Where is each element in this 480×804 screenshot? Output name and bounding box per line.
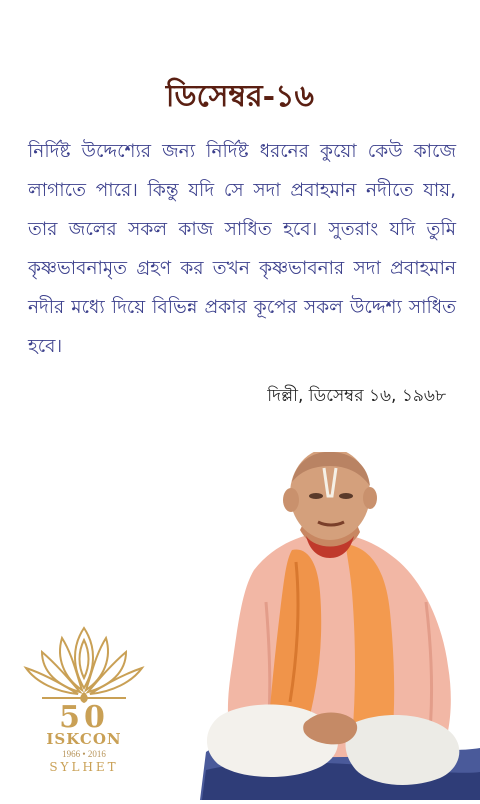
quote-attribution: দিল্লী, ডিসেম্বর ১৬, ১৯৬৮ [267,386,446,406]
lotus-icon [22,622,146,704]
logo-years: 1966 • 2016 [62,749,106,759]
logo-fifty: 50 [59,700,109,735]
logo-city: SYLHET [49,760,119,774]
page-title: ডিসেম্বর-১৬ [165,79,315,114]
iskcon-50-logo [22,622,146,772]
logo-org-name: ISKCON [46,730,122,748]
portrait-illustration [196,452,480,800]
quote-text: নির্দিষ্ট উদ্দেশ্যের জন্য নির্দিষ্ট ধরনের কুয়ো কেউ কাজে লাগাতে পারে। কিন্তু যদি সে সদা প্রবাহমান নদীতে যায়, তার জলের সকল কাজ সাধিত হবে। সুতরাং যদি তুমি কৃষ্ণভাবনামৃত গ্রহণ কর তখন কৃষ্ণভাবনার সদা প্রবাহমান নদীর মধ্যে দিয়ে বিভিন্ন প্রকার কূপের সকল উদ্দেশ্য সাধিত হবে। [28,141,456,357]
